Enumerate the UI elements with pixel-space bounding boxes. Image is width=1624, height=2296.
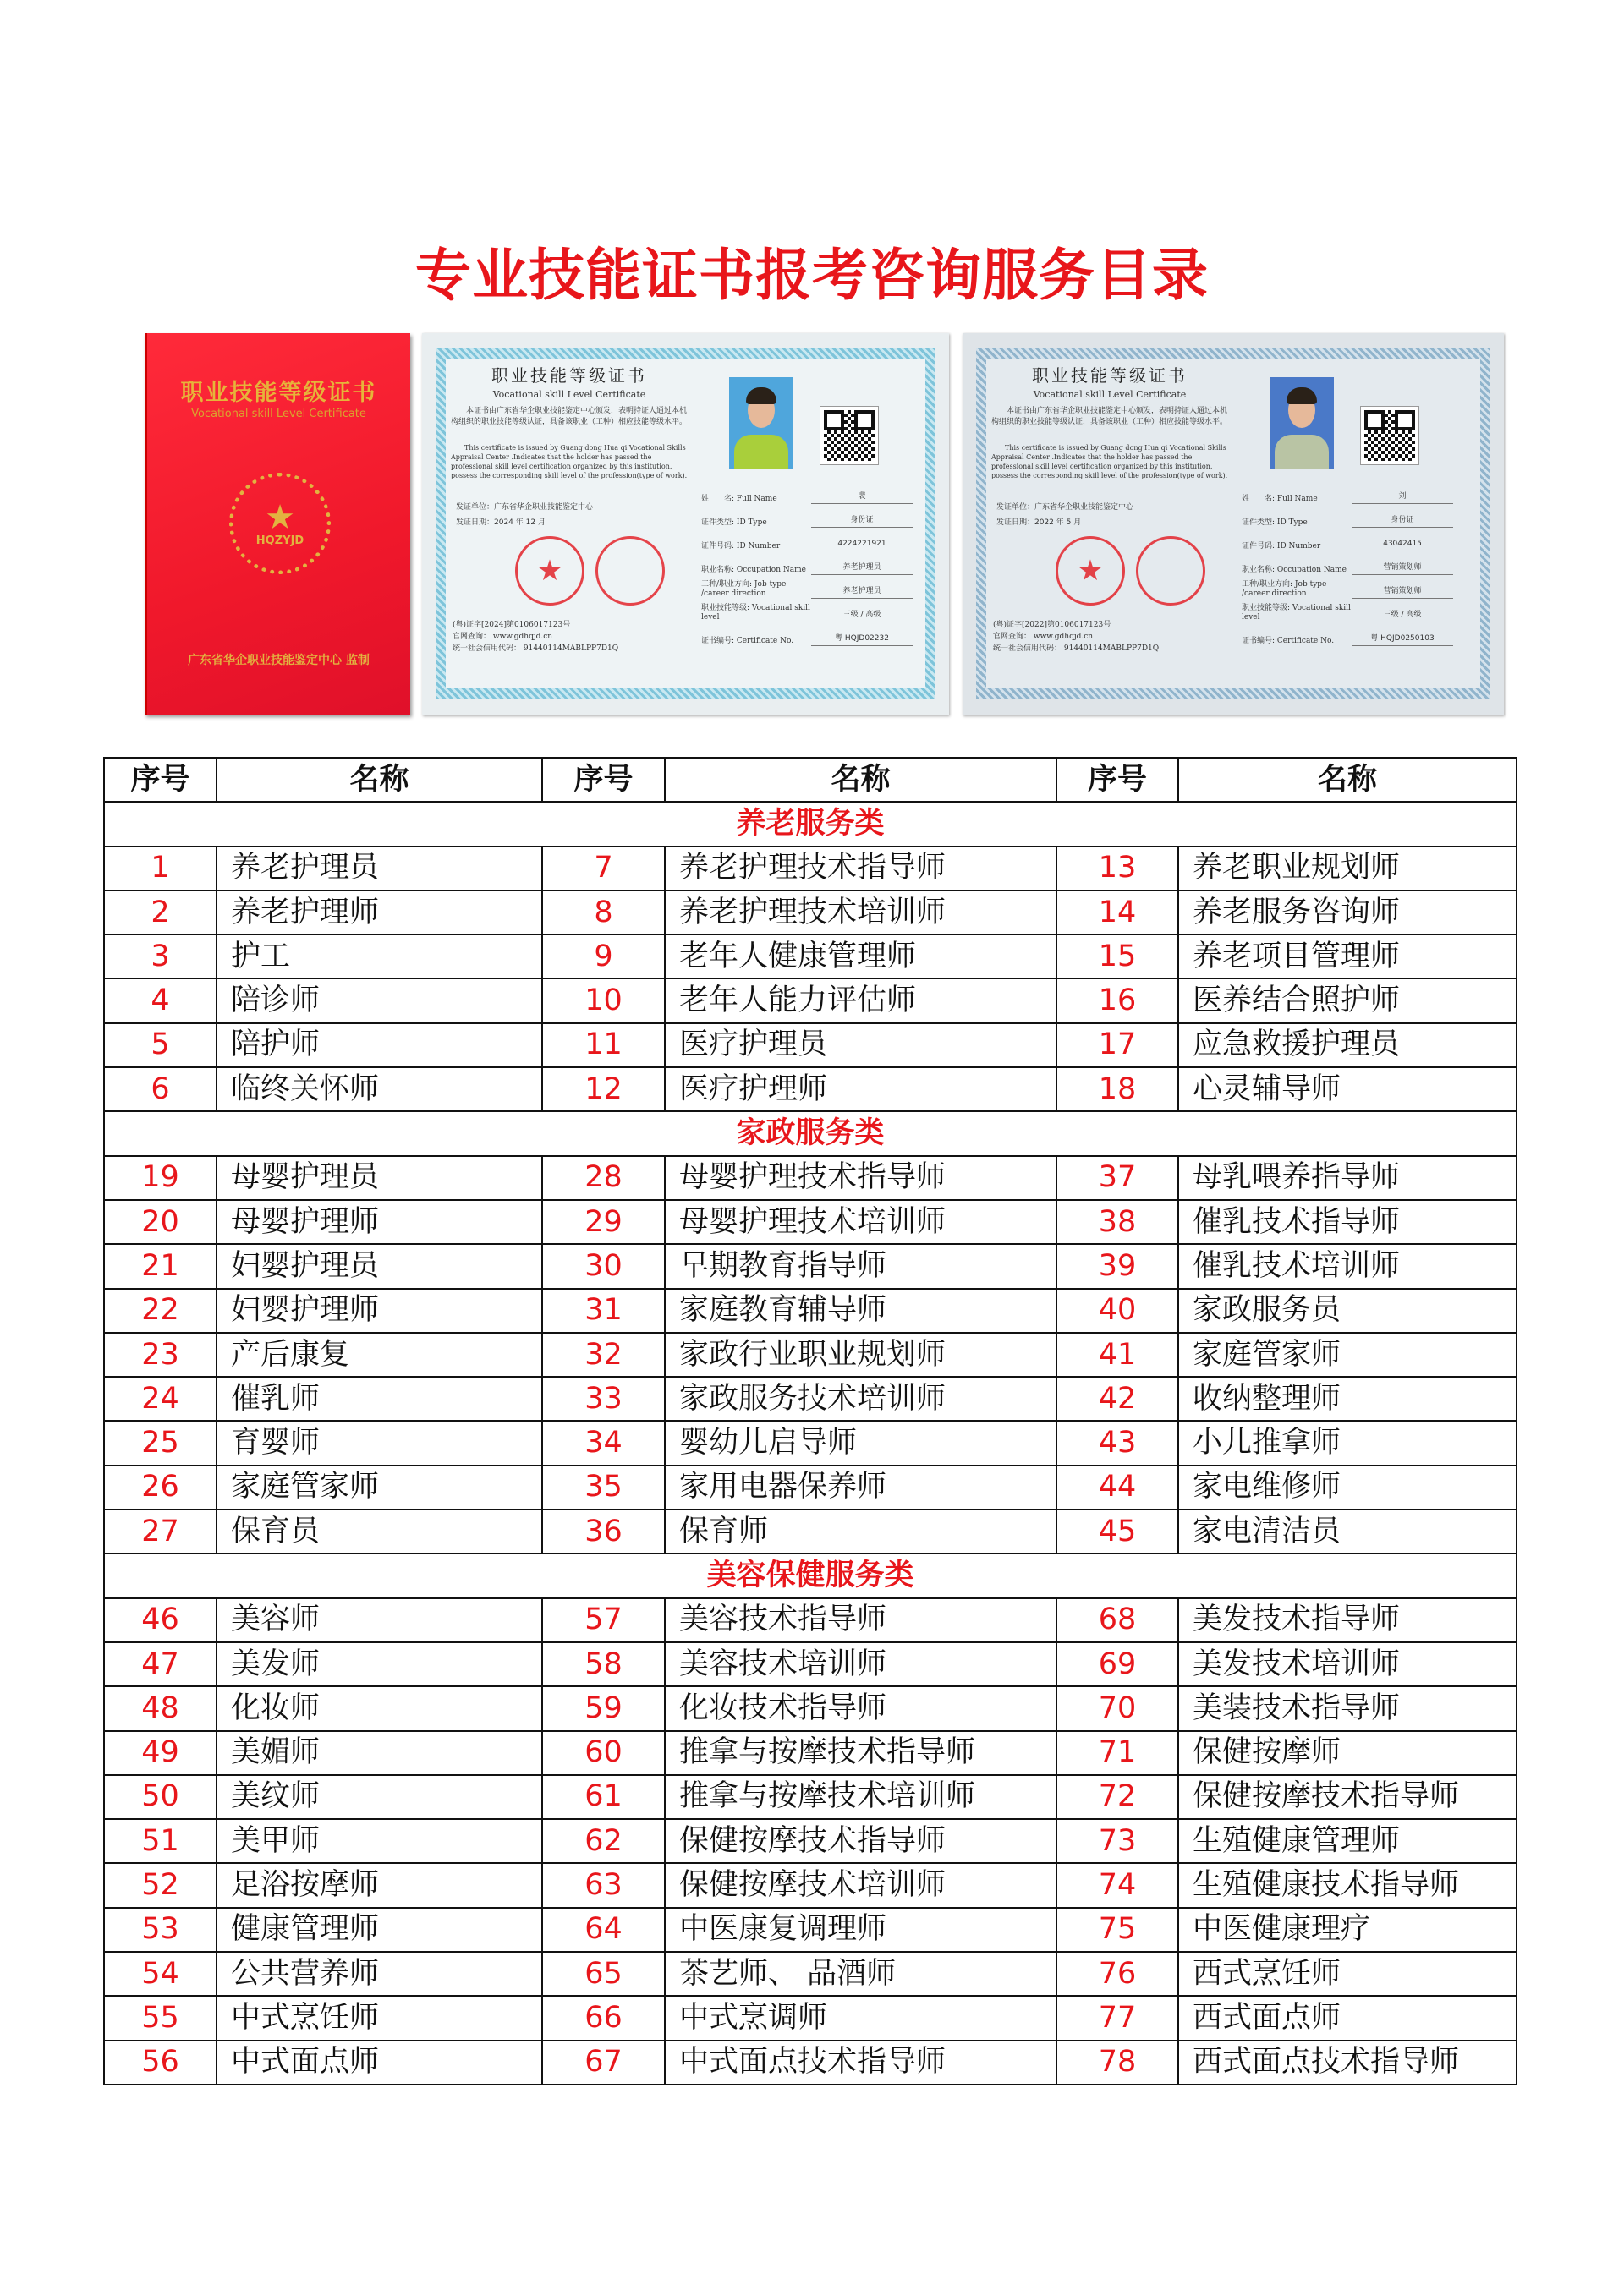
certificate-field [701, 622, 913, 646]
occupation-name: 养老职业规划师 [1178, 847, 1517, 890]
occupation-number: 72 [1056, 1775, 1178, 1819]
occupation-number: 75 [1056, 1908, 1178, 1952]
occupation-name: 足浴按摩师 [217, 1863, 542, 1907]
occupation-number: 51 [104, 1819, 217, 1863]
occupation-name: 育婴师 [217, 1421, 542, 1465]
occupation-name: 保健按摩师 [1178, 1731, 1517, 1775]
occupation-number: 25 [104, 1421, 217, 1465]
field-value: 裴 [811, 492, 913, 504]
certificate-subtitle: Vocational skill Level Certificate [492, 389, 646, 400]
occupation-number: 34 [542, 1421, 665, 1465]
occupation-name: 家政服务员 [1178, 1289, 1517, 1333]
occupation-number: 66 [542, 1996, 665, 2040]
cover-issuer: 广东省华企职业技能鉴定中心 监制 [188, 654, 370, 667]
occupation-name: 医疗护理师 [665, 1067, 1056, 1111]
certificate-website: 官网查询： www.gdhqjd.cn [453, 633, 553, 641]
occupation-number: 13 [1056, 847, 1178, 890]
certificate-subtitle: Vocational skill Level Certificate [1033, 389, 1187, 400]
occupation-name: 美纹师 [217, 1775, 542, 1819]
occupation-number: 40 [1056, 1289, 1178, 1333]
qr-pattern [1364, 410, 1415, 461]
certificate-text-cn: 本证书由广东省华企职业技能鉴定中心颁发，表明持证人通过本机构组织的职业技能等级认证，具备该职业（工种）相应技能等级水平。 [991, 407, 1228, 426]
occupation-name: 医疗护理员 [665, 1023, 1056, 1067]
occupation-name: 家电维修师 [1178, 1466, 1517, 1510]
occupation-name: 母婴护理员 [217, 1156, 542, 1200]
occupation-name: 美装技术指导师 [1178, 1686, 1517, 1730]
occupation-name: 保健按摩技术培训师 [665, 1863, 1056, 1907]
table-row [104, 1731, 1517, 1775]
certificate-field [701, 480, 913, 504]
occupation-name: 中式烹调师 [665, 1996, 1056, 2040]
occupation-number: 24 [104, 1377, 217, 1421]
occupation-name: 早期教育指导师 [665, 1244, 1056, 1288]
photo-hair [1287, 387, 1317, 404]
table-row [104, 1952, 1517, 1996]
occupation-number: 60 [542, 1731, 665, 1775]
occupation-number: 4 [104, 978, 217, 1022]
certificate-footer [453, 619, 618, 655]
occupation-number: 22 [104, 1289, 217, 1333]
occupation-name: 养老护理师 [217, 890, 542, 934]
section-row [104, 1111, 1517, 1155]
certificate-title: 职业技能等级证书 [491, 365, 647, 386]
seal-stamp-icon [595, 536, 665, 606]
occupation-number: 12 [542, 1067, 665, 1111]
occupation-number: 32 [542, 1333, 665, 1377]
table-row [104, 1377, 1517, 1421]
field-value: 身份证 [811, 516, 913, 528]
occupation-number: 43 [1056, 1421, 1178, 1465]
occupation-number: 73 [1056, 1819, 1178, 1863]
table-row [104, 1156, 1517, 1200]
field-label: 证件号码: ID Number [701, 542, 781, 551]
occupation-name: 母婴护理师 [217, 1200, 542, 1244]
occupation-number: 63 [542, 1863, 665, 1907]
occupation-number: 5 [104, 1023, 217, 1067]
certificate-field [701, 528, 913, 551]
occupation-name: 陪诊师 [217, 978, 542, 1022]
cover-title: 职业技能等级证书 [180, 380, 377, 406]
occupation-number: 14 [1056, 890, 1178, 934]
occupation-number: 78 [1056, 2041, 1178, 2085]
qr-code-icon [820, 406, 879, 465]
table-row [104, 1333, 1517, 1377]
catalog-table [103, 757, 1517, 2085]
occupation-number: 48 [104, 1686, 217, 1730]
certificate-issue-date: 发证日期：2022 年 5 月 [996, 518, 1082, 527]
header-number: 序号 [1056, 758, 1178, 802]
certificate-footer [993, 619, 1159, 655]
seal-stamp-icon: ★ [1056, 536, 1125, 606]
occupation-name: 推拿与按摩技术培训师 [665, 1775, 1056, 1819]
occupation-number: 68 [1056, 1598, 1178, 1642]
occupation-number: 46 [104, 1598, 217, 1642]
occupation-number: 28 [542, 1156, 665, 1200]
certificate-credit-code: 统一社会信用代码： 91440114MABLPP7D1Q [993, 644, 1160, 653]
occupation-number: 33 [542, 1377, 665, 1421]
occupation-number: 42 [1056, 1377, 1178, 1421]
occupation-number: 36 [542, 1510, 665, 1553]
certificate-fields [701, 480, 913, 646]
field-value: 刘 [1352, 492, 1453, 504]
page-title: 专业技能证书报考咨询服务目录 [415, 243, 1209, 308]
table-row [104, 1642, 1517, 1686]
occupation-name: 保健按摩技术指导师 [1178, 1775, 1517, 1819]
occupation-name: 养老护理技术培训师 [665, 890, 1056, 934]
field-label: 工种/职业方向: Job type /career direction [701, 580, 787, 598]
field-value: 粤 HQJD02232 [811, 634, 913, 646]
occupation-number: 9 [542, 934, 665, 978]
section-row [104, 1553, 1517, 1597]
occupation-number: 55 [104, 1996, 217, 2040]
occupation-number: 62 [542, 1819, 665, 1863]
occupation-name: 茶艺师、 品酒师 [665, 1952, 1056, 1996]
field-label: 证书编号: Certificate No. [701, 637, 794, 645]
occupation-name: 护工 [217, 934, 542, 978]
field-value: 营销策划师 [1352, 563, 1453, 575]
occupation-name: 家用电器保养师 [665, 1466, 1056, 1510]
occupation-number: 58 [542, 1642, 665, 1686]
occupation-number: 71 [1056, 1731, 1178, 1775]
cover-subtitle: Vocational skill Level Certificate [191, 408, 366, 420]
occupation-name: 收纳整理师 [1178, 1377, 1517, 1421]
section-title: 家政服务类 [104, 1111, 1517, 1155]
occupation-name: 美发技术指导师 [1178, 1598, 1517, 1642]
occupation-name: 公共营养师 [217, 1952, 542, 1996]
table-row [104, 847, 1517, 890]
occupation-number: 45 [1056, 1510, 1178, 1553]
occupation-name: 推拿与按摩技术指导师 [665, 1731, 1056, 1775]
occupation-name: 美媚师 [217, 1731, 542, 1775]
emblem-code: HQZYJD [255, 534, 304, 547]
certificate-cert-ref: (粤)证字[2022]第0106017123号 [993, 621, 1111, 629]
table-row [104, 1775, 1517, 1819]
occupation-number: 20 [104, 1200, 217, 1244]
seal-stamp-icon: ★ [515, 536, 584, 606]
certificate-cover-image [145, 333, 410, 715]
occupation-number: 77 [1056, 1996, 1178, 2040]
qr-pattern [824, 410, 875, 461]
certificate-sample-2 [963, 333, 1504, 715]
occupation-name: 家政服务技术培训师 [665, 1377, 1056, 1421]
field-value: 养老护理员 [811, 587, 913, 599]
table-row [104, 1023, 1517, 1067]
occupation-name: 催乳师 [217, 1377, 542, 1421]
certificate-credit-code: 统一社会信用代码： 91440114MABLPP7D1Q [453, 644, 619, 653]
occupation-name: 保育员 [217, 1510, 542, 1553]
certificate-field [1242, 551, 1453, 575]
occupation-number: 7 [542, 847, 665, 890]
field-value: 4224221921 [811, 540, 913, 551]
occupation-number: 21 [104, 1244, 217, 1288]
occupation-number: 6 [104, 1067, 217, 1111]
occupation-name: 临终关怀师 [217, 1067, 542, 1111]
table-row [104, 1686, 1517, 1730]
occupation-number: 37 [1056, 1156, 1178, 1200]
occupation-name: 生殖健康技术指导师 [1178, 1863, 1517, 1907]
occupation-number: 52 [104, 1863, 217, 1907]
certificate-issue-date: 发证日期：2024 年 12 月 [456, 518, 546, 527]
occupation-name: 美甲师 [217, 1819, 542, 1863]
certificate-text-cn: 本证书由广东省华企职业技能鉴定中心颁发，表明持证人通过本机构组织的职业技能等级认证，具备该职业（工种）相应技能等级水平。 [451, 407, 688, 426]
certificate-field [1242, 480, 1453, 504]
occupation-name: 中医康复调理师 [665, 1908, 1056, 1952]
occupation-number: 67 [542, 2041, 665, 2085]
occupation-name: 心灵辅导师 [1178, 1067, 1517, 1111]
occupation-number: 56 [104, 2041, 217, 2085]
field-label: 证书编号: Certificate No. [1242, 637, 1335, 645]
occupation-number: 57 [542, 1598, 665, 1642]
header-name: 名称 [1178, 758, 1517, 802]
occupation-number: 10 [542, 978, 665, 1022]
qr-code-icon [1360, 406, 1419, 465]
occupation-number: 38 [1056, 1200, 1178, 1244]
occupation-number: 53 [104, 1908, 217, 1952]
certificate-field [1242, 528, 1453, 551]
field-value: 43042415 [1352, 540, 1453, 551]
certificate-field [1242, 622, 1453, 646]
certificate-title: 职业技能等级证书 [1032, 365, 1188, 386]
occupation-name: 中式面点师 [217, 2041, 542, 2085]
occupation-name: 家庭管家师 [217, 1466, 542, 1510]
certificate-cert-ref: (粤)证字[2024]第0106017123号 [453, 621, 571, 629]
field-value: 三级 / 高级 [811, 611, 913, 622]
table-row [104, 1510, 1517, 1553]
table-row [104, 1819, 1517, 1863]
table-row [104, 1200, 1517, 1244]
occupation-number: 61 [542, 1775, 665, 1819]
occupation-name: 保育师 [665, 1510, 1056, 1553]
occupation-number: 19 [104, 1156, 217, 1200]
certificate-website: 官网查询： www.gdhqjd.cn [993, 633, 1094, 641]
certificate-field [701, 551, 913, 575]
field-label: 职业名称: Occupation Name [1242, 566, 1347, 574]
occupation-number: 44 [1056, 1466, 1178, 1510]
occupation-name: 保健按摩技术指导师 [665, 1819, 1056, 1863]
occupation-name: 化妆师 [217, 1686, 542, 1730]
section-title: 养老服务类 [104, 802, 1517, 846]
occupation-name: 催乳技术指导师 [1178, 1200, 1517, 1244]
occupation-number: 16 [1056, 978, 1178, 1022]
table-row [104, 1421, 1517, 1465]
occupation-number: 59 [542, 1686, 665, 1730]
occupation-name: 美发师 [217, 1642, 542, 1686]
field-label: 证件号码: ID Number [1242, 542, 1321, 551]
occupation-number: 54 [104, 1952, 217, 1996]
occupation-name: 母乳喂养指导师 [1178, 1156, 1517, 1200]
occupation-name: 化妆技术指导师 [665, 1686, 1056, 1730]
occupation-number: 35 [542, 1466, 665, 1510]
header-number: 序号 [104, 758, 217, 802]
occupation-name: 家庭管家师 [1178, 1333, 1517, 1377]
table-row [104, 890, 1517, 934]
table-row [104, 1289, 1517, 1333]
occupation-number: 1 [104, 847, 217, 890]
occupation-number: 74 [1056, 1863, 1178, 1907]
occupation-name: 美容技术培训师 [665, 1642, 1056, 1686]
occupation-name: 妇婴护理师 [217, 1289, 542, 1333]
table-row [104, 1908, 1517, 1952]
occupation-name: 老年人能力评估师 [665, 978, 1056, 1022]
occupation-number: 39 [1056, 1244, 1178, 1288]
occupation-name: 老年人健康管理师 [665, 934, 1056, 978]
occupation-number: 41 [1056, 1333, 1178, 1377]
occupation-number: 31 [542, 1289, 665, 1333]
certificate-issuer: 发证单位：广东省华企职业技能鉴定中心 [996, 503, 1134, 512]
occupation-name: 养老服务咨询师 [1178, 890, 1517, 934]
occupation-number: 29 [542, 1200, 665, 1244]
occupation-number: 47 [104, 1642, 217, 1686]
occupation-name: 母婴护理技术培训师 [665, 1200, 1056, 1244]
field-label: 姓 名: Full Name [1242, 495, 1318, 503]
table-row [104, 1067, 1517, 1111]
occupation-name: 美容技术指导师 [665, 1598, 1056, 1642]
seal-stamp-icon [1136, 536, 1205, 606]
field-label: 职业技能等级: Vocational skill level [701, 604, 810, 622]
field-label: 姓 名: Full Name [701, 495, 777, 503]
table-row [104, 934, 1517, 978]
certificate-text-en: This certificate is issued by Guang dong Hua qi Vocational Skills Appraisal Center .Indicates that the holder has passed the professional skill level certification organized by this institution. possess the corresponding skill level of the profession(type of work). [991, 444, 1228, 479]
occupation-name: 应急救援护理员 [1178, 1023, 1517, 1067]
occupation-number: 50 [104, 1775, 217, 1819]
field-value: 养老护理员 [811, 563, 913, 575]
occupation-name: 中式烹饪师 [217, 1996, 542, 2040]
star-icon: ★ [265, 497, 295, 537]
field-label: 工种/职业方向: Job type /career direction [1242, 580, 1327, 598]
occupation-name: 美发技术培训师 [1178, 1642, 1517, 1686]
holder-photo [1270, 377, 1334, 469]
certificate-field [1242, 599, 1453, 622]
occupation-number: 76 [1056, 1952, 1178, 1996]
occupation-number: 11 [542, 1023, 665, 1067]
field-label: 职业名称: Occupation Name [701, 566, 806, 574]
occupation-name: 西式烹饪师 [1178, 1952, 1517, 1996]
table-row [104, 1863, 1517, 1907]
table-row [104, 1466, 1517, 1510]
table-row [104, 2041, 1517, 2085]
occupation-name: 养老项目管理师 [1178, 934, 1517, 978]
occupation-name: 医养结合照护师 [1178, 978, 1517, 1022]
occupation-name: 家政行业职业规划师 [665, 1333, 1056, 1377]
photo-hair [746, 387, 776, 404]
field-label: 证件类型: ID Type [1242, 518, 1308, 527]
photo-body [734, 435, 788, 469]
table-row [104, 1244, 1517, 1288]
occupation-number: 15 [1056, 934, 1178, 978]
field-value: 粤 HQJD0250103 [1352, 634, 1453, 646]
section-row [104, 802, 1517, 846]
certificate-text-en: This certificate is issued by Guang dong Hua qi Vocational Skills Appraisal Center .Indicates that the holder has passed the professional skill level certification organized by this institution. possess the corresponding skill level of the profession(type of work). [451, 444, 688, 479]
occupation-name: 养老护理员 [217, 847, 542, 890]
occupation-name: 小儿推拿师 [1178, 1421, 1517, 1465]
emblem-icon [229, 473, 331, 574]
field-value: 身份证 [1352, 516, 1453, 528]
section-title: 美容保健服务类 [104, 1553, 1517, 1597]
occupation-number: 64 [542, 1908, 665, 1952]
occupation-name: 西式面点技术指导师 [1178, 2041, 1517, 2085]
occupation-name: 催乳技术培训师 [1178, 1244, 1517, 1288]
occupation-name: 婴幼儿启导师 [665, 1421, 1056, 1465]
occupation-name: 妇婴护理员 [217, 1244, 542, 1288]
occupation-name: 中式面点技术指导师 [665, 2041, 1056, 2085]
photo-body [1275, 435, 1329, 469]
certificate-field [701, 575, 913, 599]
certificate-field [1242, 504, 1453, 528]
occupation-number: 26 [104, 1466, 217, 1510]
occupation-name: 中医健康理疗 [1178, 1908, 1517, 1952]
table-header-row [104, 758, 1517, 802]
occupation-number: 17 [1056, 1023, 1178, 1067]
certificate-fields [1242, 480, 1453, 646]
occupation-name: 养老护理技术指导师 [665, 847, 1056, 890]
header-name: 名称 [665, 758, 1056, 802]
header-name: 名称 [217, 758, 542, 802]
occupation-number: 8 [542, 890, 665, 934]
occupation-number: 70 [1056, 1686, 1178, 1730]
occupation-name: 产后康复 [217, 1333, 542, 1377]
field-label: 证件类型: ID Type [701, 518, 767, 527]
field-value: 三级 / 高级 [1352, 611, 1453, 622]
occupation-name: 陪护师 [217, 1023, 542, 1067]
certificate-field [701, 504, 913, 528]
occupation-number: 3 [104, 934, 217, 978]
occupation-number: 18 [1056, 1067, 1178, 1111]
table-row [104, 1598, 1517, 1642]
occupation-name: 家电清洁员 [1178, 1510, 1517, 1553]
field-label: 职业技能等级: Vocational skill level [1242, 604, 1351, 622]
certificate-issuer: 发证单位：广东省华企职业技能鉴定中心 [456, 503, 594, 512]
occupation-name: 家庭教育辅导师 [665, 1289, 1056, 1333]
occupation-name: 美容师 [217, 1598, 542, 1642]
occupation-number: 69 [1056, 1642, 1178, 1686]
occupation-number: 30 [542, 1244, 665, 1288]
holder-photo [729, 377, 793, 469]
field-value: 营销策划师 [1352, 587, 1453, 599]
occupation-number: 2 [104, 890, 217, 934]
occupation-name: 母婴护理技术指导师 [665, 1156, 1056, 1200]
header-number: 序号 [542, 758, 665, 802]
occupation-number: 23 [104, 1333, 217, 1377]
occupation-number: 49 [104, 1731, 217, 1775]
table-row [104, 978, 1517, 1022]
certificate-field [1242, 575, 1453, 599]
certificate-field [701, 599, 913, 622]
occupation-number: 27 [104, 1510, 217, 1553]
occupation-name: 西式面点师 [1178, 1996, 1517, 2040]
occupation-number: 65 [542, 1952, 665, 1996]
occupation-name: 生殖健康管理师 [1178, 1819, 1517, 1863]
certificate-sample-1 [422, 333, 949, 715]
occupation-name: 健康管理师 [217, 1908, 542, 1952]
table-row [104, 1996, 1517, 2040]
